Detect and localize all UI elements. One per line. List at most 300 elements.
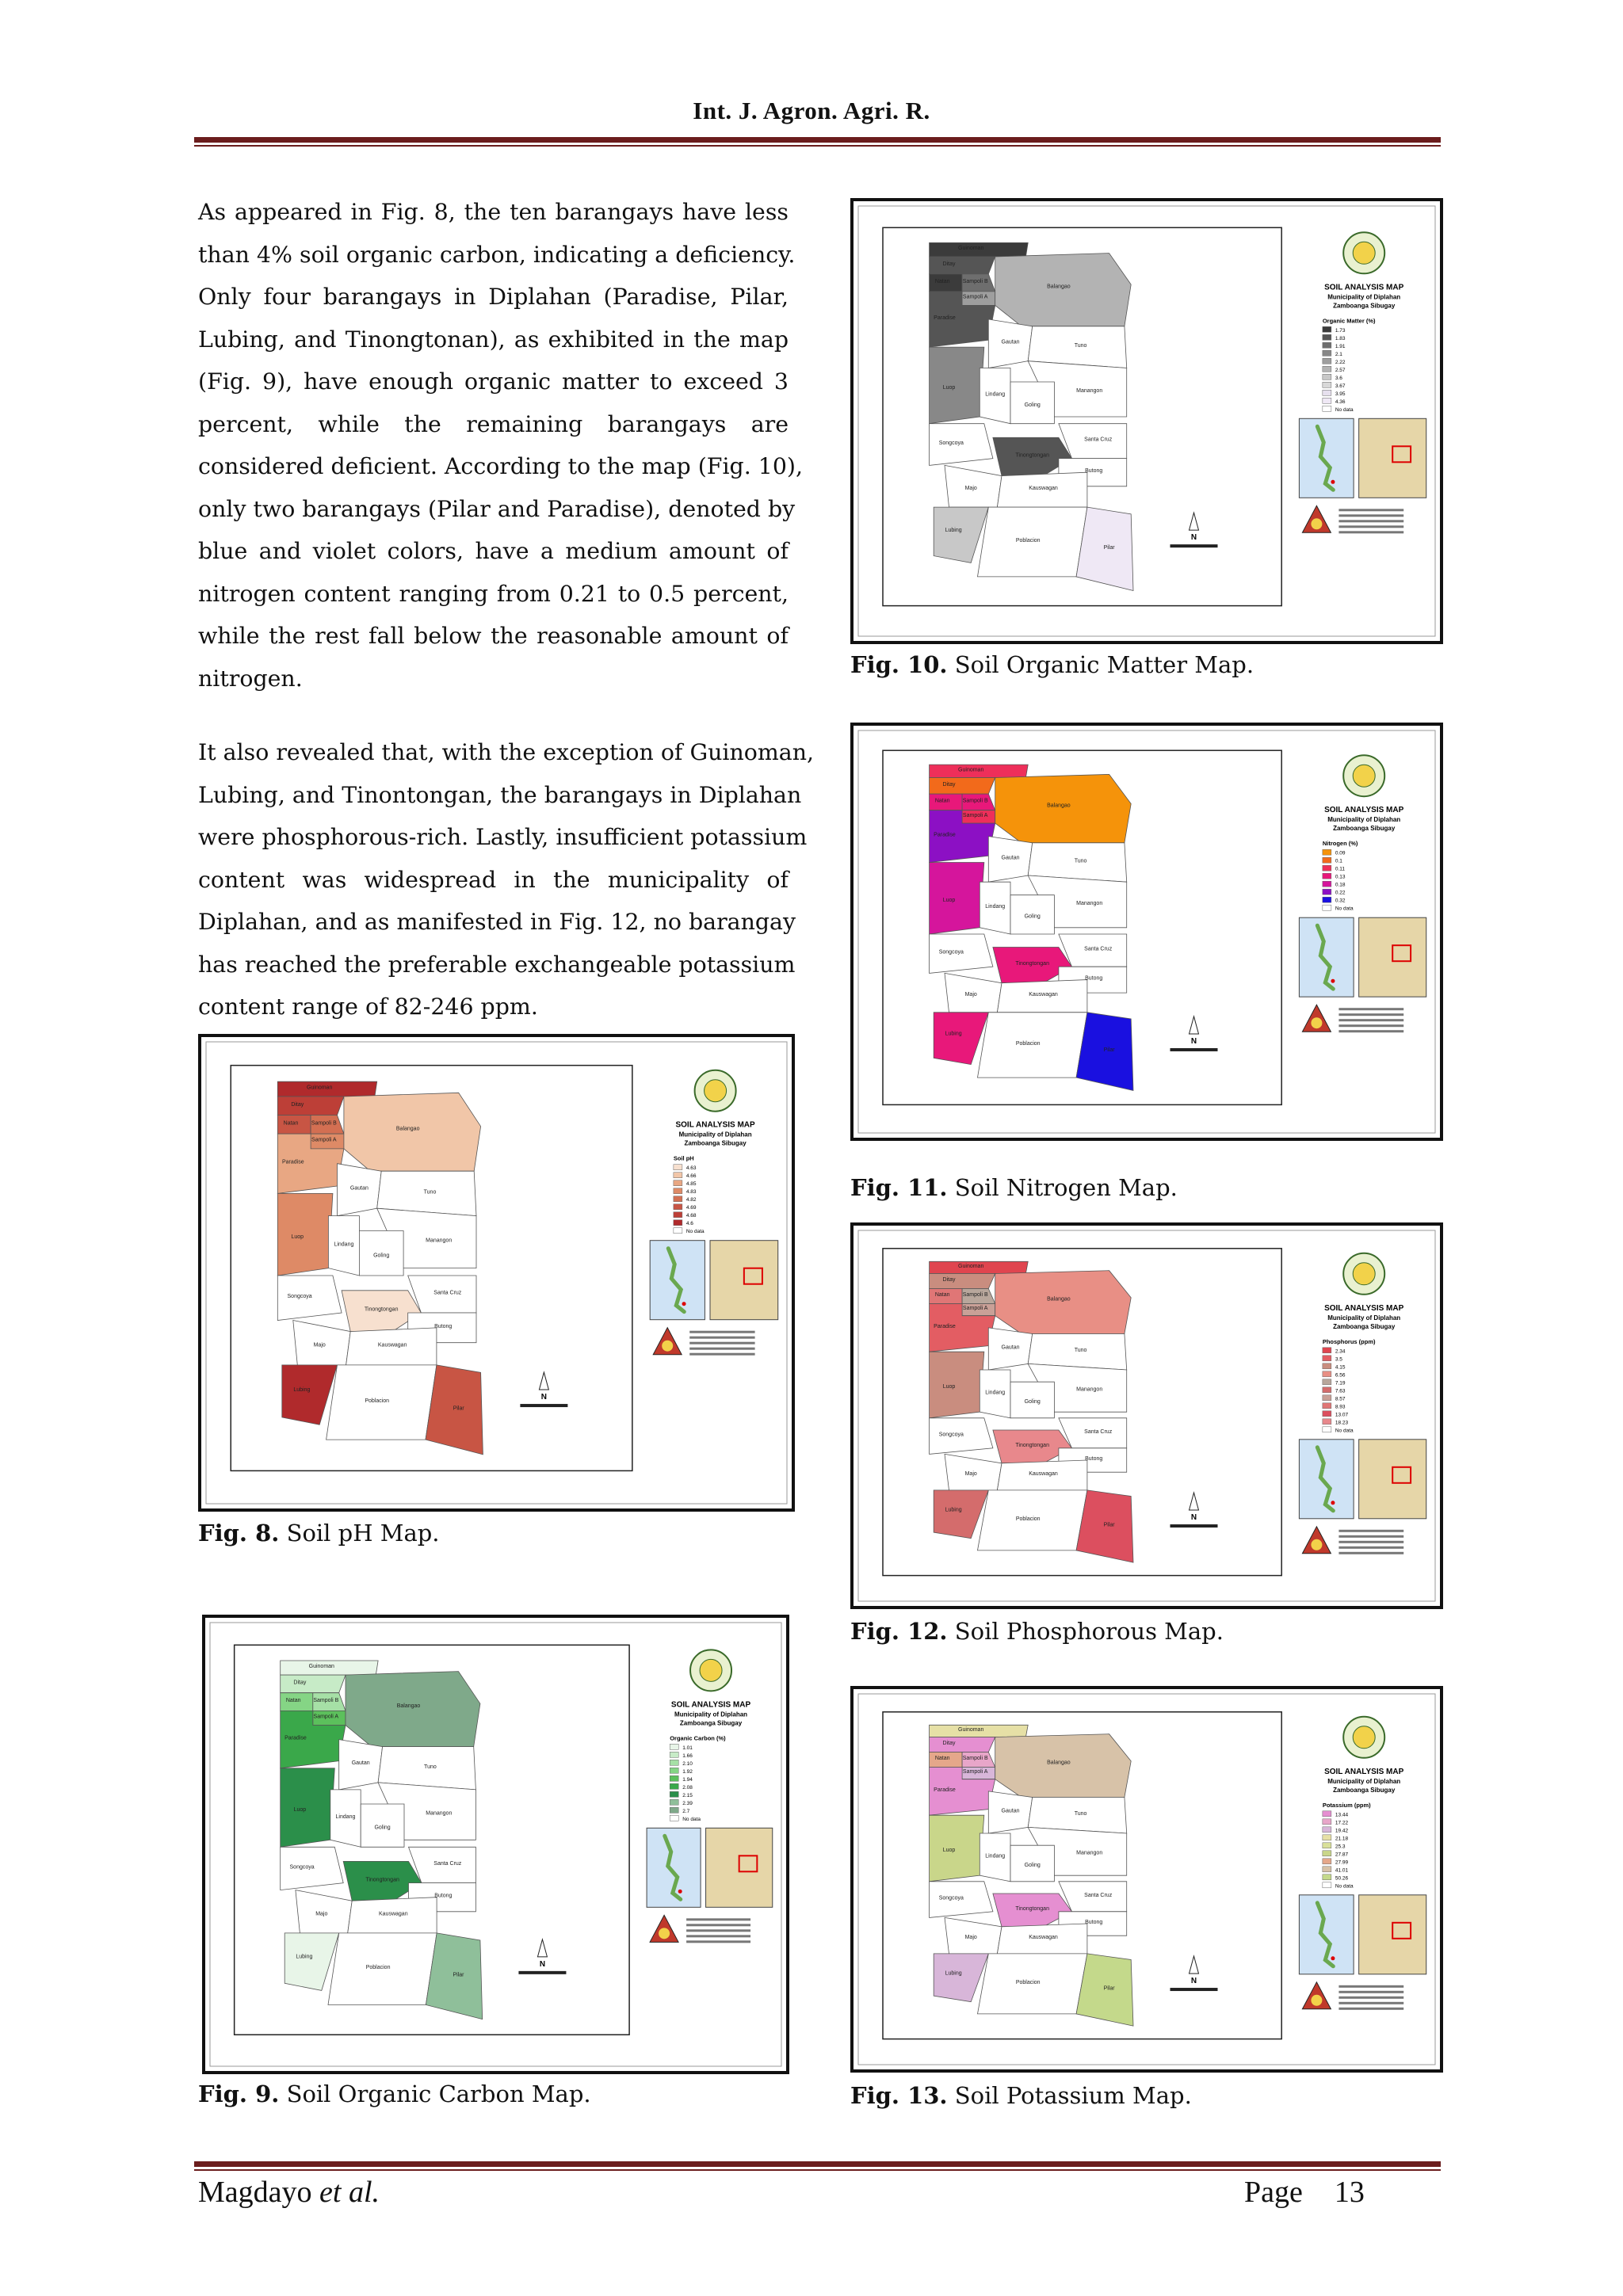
barangay-label: Guinoman: [307, 1085, 333, 1091]
barangay-polygon: [930, 1274, 995, 1289]
barangay-label: Butong: [1085, 1456, 1103, 1462]
barangay-label: Gautan: [1001, 1344, 1020, 1351]
legend-swatch-nodata: [1323, 1427, 1331, 1432]
barangay-label: Poblacion: [1015, 1979, 1041, 1985]
north-label: N: [539, 1959, 546, 1969]
barangay-label: Paradise: [934, 1787, 956, 1793]
barangay-label: Sampoli B: [962, 798, 988, 804]
header-rule-thick: [194, 137, 1441, 143]
legend-swatch: [1323, 1875, 1331, 1880]
barangay-label: Songcoya: [938, 1432, 964, 1438]
paragraph-line: nitrogen.: [198, 665, 303, 692]
figure-11-map: [850, 723, 1443, 1141]
legend-swatch: [674, 1180, 682, 1186]
credit-text-line: [1338, 509, 1403, 511]
credit-text-line: [686, 1918, 750, 1920]
paragraph-line: has reached the preferable exchangeable potassium: [198, 951, 796, 978]
map-subtitle-1: Municipality of Diplahan: [1327, 1777, 1401, 1785]
seal-center-icon: [1353, 242, 1375, 264]
legend-value: 4.83: [685, 1189, 697, 1196]
credit-text-line: [1338, 520, 1403, 522]
barangay-label: Lubing: [945, 527, 962, 533]
barangay-label: Guinoman: [958, 767, 984, 773]
paragraph-line: only two barangays (Pilar and Paradise), denoted by: [198, 495, 796, 522]
paragraph-line: Diplahan, and as manifested in Fig. 12, no barangay: [198, 909, 796, 935]
legend-swatch: [1323, 334, 1331, 340]
credit-text-line: [1338, 2008, 1403, 2010]
legend-value: 0.09: [1335, 850, 1346, 856]
legend-swatch: [1323, 1811, 1331, 1817]
legend-value: 0.32: [1335, 898, 1346, 904]
legend-swatch: [670, 1768, 678, 1773]
legend-swatch: [1323, 1379, 1331, 1385]
legend-value: 25.3: [1335, 1844, 1346, 1850]
legend-swatch: [670, 1775, 678, 1781]
barangay-label: Guinoman: [958, 1726, 984, 1733]
logo-center-icon: [662, 1341, 673, 1352]
legend-swatch: [670, 1752, 678, 1757]
legend-value: 3.6: [1335, 375, 1342, 381]
legend-value: 1.92: [682, 1768, 693, 1775]
barangay-label: Tuno: [1074, 858, 1087, 864]
scale-bar: [1170, 1988, 1217, 1991]
figure-10-map: [850, 198, 1443, 644]
legend-value: 3.5: [1335, 1356, 1342, 1363]
map-subtitle-2: Zamboanga Sibugay: [1333, 1786, 1396, 1794]
barangay-label: Lindang: [985, 904, 1006, 910]
legend-value: 2.15: [682, 1792, 693, 1798]
legend-value: 3.67: [1335, 383, 1346, 389]
logo-center-icon: [1311, 1017, 1322, 1028]
figure-12-caption: Fig. 12. Soil Phosphorous Map.: [850, 1618, 1224, 1645]
barangay-polygon: [995, 254, 1132, 326]
barangay-polygon: [281, 1675, 346, 1693]
barangay-label: Paradise: [285, 1735, 307, 1741]
legend-swatch: [1323, 1371, 1331, 1377]
legend-value: 41.01: [1335, 1867, 1349, 1874]
legend-swatch: [1323, 390, 1331, 395]
barangay-polygon: [346, 1672, 480, 1747]
map-title: SOIL ANALYSIS MAP: [1324, 283, 1404, 292]
legend-value: 1.94: [682, 1776, 693, 1783]
barangay-label: Tinongtongan: [1015, 961, 1049, 967]
paragraph-line: Lubing, and Tinontongan, the barangays in Diplahan: [198, 781, 802, 808]
paragraph-line: considered deficient. According to the map (Fig. 10),: [198, 453, 804, 479]
barangay-label: Tuno: [1074, 1811, 1087, 1817]
footer-rule-thick: [194, 2161, 1441, 2167]
barangay-label: Paradise: [934, 1323, 956, 1329]
barangay-label: Sampoli B: [311, 1120, 337, 1127]
barangay-polygon: [277, 1097, 344, 1116]
barangay-label: Poblacion: [1015, 538, 1041, 543]
barangay-label: Luop: [942, 1847, 956, 1853]
barangay-label: Manangon: [426, 1810, 453, 1817]
barangay-label: Sampoli B: [962, 1756, 988, 1761]
paragraph-line: blue and violet colors, have a medium amount of: [198, 538, 789, 564]
legend-nodata-label: No data: [685, 1229, 705, 1235]
legend-swatch: [674, 1204, 682, 1210]
header-rule-thin: [194, 145, 1441, 147]
barangay-label: Kauswagan: [1029, 992, 1058, 998]
locator-dot-icon: [1331, 979, 1335, 983]
credit-text-line: [1338, 2002, 1403, 2004]
barangay-label: Sampoli A: [962, 294, 988, 300]
legend-swatch: [670, 1807, 678, 1813]
map-title: SOIL ANALYSIS MAP: [1324, 1303, 1404, 1313]
barangay-label: Gautan: [1001, 339, 1020, 345]
barangay-label: Gautan: [1001, 855, 1020, 861]
legend-value: 21.18: [1335, 1836, 1349, 1842]
legend-value: 8.93: [1335, 1404, 1346, 1410]
legend-title: Nitrogen (%): [1322, 840, 1358, 848]
barangay-label: Guinoman: [958, 246, 984, 252]
legend-swatch: [1323, 857, 1331, 863]
map-subtitle-1: Municipality of Diplahan: [678, 1131, 752, 1138]
legend-swatch-nodata: [674, 1228, 682, 1234]
legend-swatch-nodata: [670, 1815, 678, 1821]
legend-swatch: [1323, 1867, 1331, 1872]
barangay-label: Manangon: [1076, 901, 1103, 906]
map-title: SOIL ANALYSIS MAP: [1324, 1767, 1404, 1776]
map-subtitle-1: Municipality of Diplahan: [1327, 816, 1401, 824]
barangay-label: Ditay: [942, 1277, 956, 1283]
legend-nodata-label: No data: [1335, 1883, 1354, 1890]
legend-swatch: [1323, 1411, 1331, 1417]
legend-value: 1.83: [1335, 335, 1346, 341]
legend-nodata-label: No data: [1335, 1428, 1354, 1434]
legend-title: Phosphorus (ppm): [1322, 1337, 1376, 1345]
barangay-label: Lindang: [985, 391, 1006, 398]
scale-bar: [1170, 544, 1217, 547]
barangay-label: Santa Cruz: [1084, 437, 1113, 443]
legend-value: 27.87: [1335, 1852, 1349, 1858]
legend-value: 4.66: [685, 1173, 697, 1180]
barangay-label: Songcoya: [938, 1895, 964, 1901]
legend-swatch: [1323, 889, 1331, 894]
legend-value: 1.66: [682, 1753, 693, 1759]
barangay-label: Gautan: [1001, 1808, 1020, 1814]
locator-dot-icon: [678, 1890, 682, 1894]
legend-swatch: [674, 1220, 682, 1226]
legend-value: 4.15: [1335, 1364, 1346, 1371]
barangay-label: Luop: [293, 1807, 307, 1814]
legend-title: Soil pH: [673, 1154, 694, 1162]
logo-center-icon: [1311, 1539, 1322, 1550]
figure-12-map: [850, 1222, 1443, 1609]
legend-swatch: [674, 1173, 682, 1178]
barangay-label: Manangon: [1076, 388, 1103, 395]
barangay-label: Kauswagan: [1029, 1471, 1058, 1477]
legend-value: 4.6: [685, 1221, 693, 1227]
barangay-label: Paradise: [934, 832, 956, 838]
barangay-label: Santa Cruz: [1084, 1892, 1113, 1898]
barangay-label: Butong: [1085, 1920, 1103, 1925]
paragraph-line: (Fig. 9), have enough organic matter to exceed 3: [198, 368, 789, 395]
figure-11-caption: Fig. 11. Soil Nitrogen Map.: [850, 1174, 1178, 1201]
barangay-label: Majo: [313, 1342, 326, 1348]
body-paragraph-1: [198, 191, 804, 700]
credit-text-line: [689, 1337, 754, 1339]
barangay-label: Goling: [1024, 1398, 1041, 1405]
barangay-label: Goling: [374, 1825, 391, 1831]
barangay-label: Natan: [283, 1120, 299, 1127]
barangay-label: Gautan: [349, 1185, 369, 1192]
legend-swatch: [1323, 1819, 1331, 1825]
body-paragraph-2: [198, 731, 815, 1028]
barangay-label: Guinoman: [308, 1664, 334, 1669]
barangay-label: Natan: [934, 278, 950, 284]
barangay-label: Butong: [1085, 468, 1103, 475]
barangay-label: Pilar: [1103, 1522, 1115, 1528]
barangay-label: Luop: [942, 384, 956, 391]
legend-nodata-label: No data: [1335, 906, 1354, 912]
barangay-label: Sampoli A: [962, 1306, 988, 1312]
legend-value: 2.34: [1335, 1348, 1346, 1355]
credit-text-line: [1338, 1552, 1403, 1554]
legend-swatch: [670, 1744, 678, 1749]
legend-swatch: [1323, 1419, 1331, 1425]
barangay-label: Sampoli A: [313, 1714, 339, 1720]
legend-swatch: [1323, 350, 1331, 356]
legend-value: 1.91: [1335, 343, 1346, 349]
paragraph-line: than 4% soil organic carbon, indicating a deficiency.: [198, 241, 796, 268]
paragraph-line: content range of 82-246 ppm.: [198, 994, 538, 1020]
legend-swatch: [1323, 1348, 1331, 1353]
barangay-label: Sampoli A: [962, 812, 988, 818]
legend-swatch: [670, 1783, 678, 1789]
barangay-label: Balangao: [1047, 284, 1071, 290]
barangay-polygon: [930, 778, 995, 795]
journal-header: Int. J. Agron. Agri. R.: [693, 97, 930, 124]
legend-value: 0.13: [1335, 874, 1346, 880]
scale-bar: [520, 1404, 567, 1407]
figure-8-caption: Fig. 8. Soil pH Map.: [198, 1520, 440, 1547]
scale-bar: [1170, 1524, 1217, 1527]
barangay-label: Pilar: [1103, 1047, 1115, 1054]
barangay-label: Butong: [1085, 975, 1103, 982]
legend-value: 2.1: [1335, 351, 1342, 357]
legend-swatch: [1323, 865, 1331, 871]
legend-value: 6.56: [1335, 1372, 1346, 1379]
map-subtitle-2: Zamboanga Sibugay: [679, 1719, 743, 1727]
barangay-polygon: [930, 863, 984, 935]
legend-value: 0.1: [1335, 858, 1342, 864]
barangay-label: Tuno: [424, 1764, 437, 1770]
legend-title: Organic Matter (%): [1322, 317, 1376, 325]
credit-text-line: [1338, 531, 1403, 533]
seal-center-icon: [1353, 765, 1375, 787]
legend-value: 18.23: [1335, 1420, 1349, 1426]
credit-text-line: [1338, 1030, 1403, 1032]
credit-text-line: [689, 1348, 754, 1350]
barangay-label: Butong: [434, 1893, 453, 1899]
locator-dot-icon: [1331, 1501, 1335, 1505]
legend-title: Potassium (ppm): [1322, 1801, 1371, 1809]
credit-text-line: [1338, 1991, 1403, 1993]
barangay-label: Kauswagan: [1029, 1935, 1058, 1940]
barangay-label: Luop: [942, 897, 956, 903]
barangay-label: Tuno: [423, 1189, 437, 1196]
seal-center-icon: [1353, 1726, 1375, 1749]
barangay-label: Tuno: [1074, 1348, 1087, 1354]
barangay-label: Natan: [934, 798, 950, 804]
legend-value: 0.18: [1335, 882, 1346, 888]
figure-10-caption: Fig. 10. Soil Organic Matter Map.: [850, 651, 1254, 678]
legend-value: 19.42: [1335, 1828, 1349, 1834]
legend-value: 4.69: [685, 1205, 697, 1211]
paragraph-line: percent, while the remaining barangays are: [198, 410, 789, 437]
barangay-label: Pilar: [1103, 1985, 1115, 1992]
barangay-label: Pilar: [1103, 544, 1115, 551]
barangay-label: Goling: [1024, 402, 1041, 408]
credit-text-line: [1338, 1985, 1403, 1988]
map-subtitle-2: Zamboanga Sibugay: [1333, 825, 1396, 833]
barangay-label: Songcoya: [938, 949, 964, 955]
barangay-label: Tinongtongan: [365, 1877, 399, 1883]
barangay-label: Lindang: [335, 1814, 356, 1821]
legend-value: 7.19: [1335, 1380, 1346, 1386]
barangay-label: Lindang: [985, 1853, 1006, 1859]
legend-value: 27.99: [1335, 1859, 1349, 1866]
credit-text-line: [689, 1331, 754, 1333]
credit-text-line: [1338, 1547, 1403, 1549]
barangay-label: Lindang: [985, 1390, 1006, 1396]
barangay-label: Lubing: [296, 1954, 313, 1960]
legend-swatch-nodata: [1323, 905, 1331, 910]
map-subtitle-1: Municipality of Diplahan: [1327, 293, 1401, 301]
legend-swatch: [1323, 849, 1331, 855]
barangay-polygon: [930, 1815, 984, 1882]
paragraph-line: content was widespread in the municipality of: [198, 866, 789, 893]
locator-dot-icon: [1331, 1956, 1335, 1960]
legend-swatch: [1323, 1835, 1331, 1840]
barangay-label: Guinoman: [958, 1263, 984, 1269]
legend-swatch-nodata: [1323, 1882, 1331, 1888]
barangay-label: Lubing: [945, 1507, 962, 1513]
barangay-label: Ditay: [942, 261, 956, 267]
legend-swatch: [674, 1165, 682, 1170]
barangay-polygon: [930, 257, 995, 274]
footer-author: Magdayo et al.: [198, 2176, 380, 2209]
legend-swatch: [674, 1188, 682, 1194]
barangay-label: Paradise: [934, 315, 956, 321]
legend-value: 2.7: [682, 1808, 690, 1814]
legend-value: 1.73: [1335, 327, 1346, 334]
legend-swatch: [1323, 358, 1331, 364]
credit-text-line: [1338, 525, 1403, 528]
barangay-label: Sampoli A: [962, 1769, 988, 1775]
barangay-polygon: [277, 1193, 333, 1276]
legend-value: 0.11: [1335, 866, 1346, 872]
barangay-label: Tuno: [1074, 343, 1087, 349]
north-label: N: [1190, 533, 1197, 543]
barangay-label: Songcoya: [938, 441, 964, 447]
legend-value: 13.07: [1335, 1412, 1349, 1418]
map-subtitle-1: Municipality of Diplahan: [674, 1711, 748, 1718]
barangay-label: Balangao: [1047, 803, 1071, 809]
barangay-label: Poblacion: [365, 1965, 391, 1971]
legend-value: 2.10: [682, 1760, 693, 1767]
seal-center-icon: [705, 1080, 727, 1102]
legend-value: 17.22: [1335, 1820, 1349, 1826]
barangay-label: Pilar: [453, 1972, 464, 1978]
legend-swatch: [1323, 1363, 1331, 1369]
barangay-label: Natan: [934, 1756, 950, 1761]
barangay-label: Kauswagan: [377, 1342, 407, 1348]
barangay-label: Ditay: [291, 1101, 304, 1108]
north-label: N: [1190, 1977, 1197, 1986]
map-title: SOIL ANALYSIS MAP: [675, 1120, 755, 1130]
legend-value: 8.57: [1335, 1396, 1346, 1402]
legend-swatch: [1323, 897, 1331, 902]
barangay-label: Ditay: [942, 781, 956, 788]
barangay-label: Ditay: [942, 1741, 956, 1746]
legend-swatch: [1323, 1859, 1331, 1864]
barangay-label: Majo: [964, 486, 977, 492]
legend-swatch: [670, 1799, 678, 1805]
paragraph-line: As appeared in Fig. 8, the ten barangays have less: [198, 199, 789, 225]
barangay-label: Manangon: [426, 1238, 453, 1244]
barangay-label: Majo: [964, 992, 977, 998]
legend-swatch: [670, 1791, 678, 1797]
scale-bar: [1170, 1048, 1217, 1051]
barangay-label: Majo: [964, 1935, 977, 1940]
legend-value: 4.68: [685, 1213, 697, 1219]
logo-center-icon: [1311, 1995, 1322, 2006]
credit-text-line: [1338, 1024, 1403, 1027]
barangay-label: Poblacion: [1015, 1516, 1041, 1522]
legend-value: 2.57: [1335, 367, 1346, 373]
barangay-label: Tinongtongan: [364, 1306, 399, 1313]
locator-dot-icon: [1331, 480, 1335, 484]
scale-bar: [518, 1971, 566, 1974]
figure-8-map: [198, 1034, 795, 1512]
barangay-polygon: [281, 1768, 335, 1848]
map-subtitle-1: Municipality of Diplahan: [1327, 1314, 1401, 1322]
legend-value: 4.63: [685, 1165, 697, 1172]
legend-value: 1.01: [682, 1745, 693, 1751]
legend-value: 4.36: [1335, 399, 1346, 405]
legend-swatch: [1323, 326, 1331, 332]
legend-swatch: [674, 1196, 682, 1202]
barangay-polygon: [344, 1093, 481, 1171]
legend-swatch: [1323, 1395, 1331, 1401]
figure-9-map: [202, 1615, 789, 2074]
barangay-label: Luop: [942, 1383, 956, 1390]
barangay-label: Sampoli B: [962, 278, 988, 284]
map-subtitle-2: Zamboanga Sibugay: [684, 1139, 747, 1147]
seal-center-icon: [700, 1659, 722, 1681]
legend-swatch: [1323, 1356, 1331, 1361]
footer-page-number: Page 13: [1244, 2176, 1365, 2209]
barangay-label: Sampoli B: [962, 1292, 988, 1298]
barangay-label: Santa Cruz: [433, 1861, 462, 1867]
barangay-label: Tinongtongan: [1015, 1905, 1049, 1912]
legend-value: 2.08: [682, 1784, 693, 1791]
barangay-label: Lindang: [334, 1241, 354, 1248]
legend-nodata-label: No data: [1335, 406, 1354, 413]
seal-center-icon: [1353, 1263, 1375, 1285]
paragraph-line: were phosphorous-rich. Lastly, insufficient potassium: [198, 824, 808, 850]
legend-value: 2.39: [682, 1800, 693, 1806]
legend-value: 2.22: [1335, 359, 1346, 365]
credit-text-line: [1338, 1530, 1403, 1532]
legend-value: 7.63: [1335, 1388, 1346, 1394]
footer-rule-thin: [194, 2169, 1441, 2171]
barangay-label: Balangao: [1047, 1296, 1071, 1302]
legend-swatch: [1323, 342, 1331, 348]
barangay-label: Santa Cruz: [1084, 946, 1113, 952]
